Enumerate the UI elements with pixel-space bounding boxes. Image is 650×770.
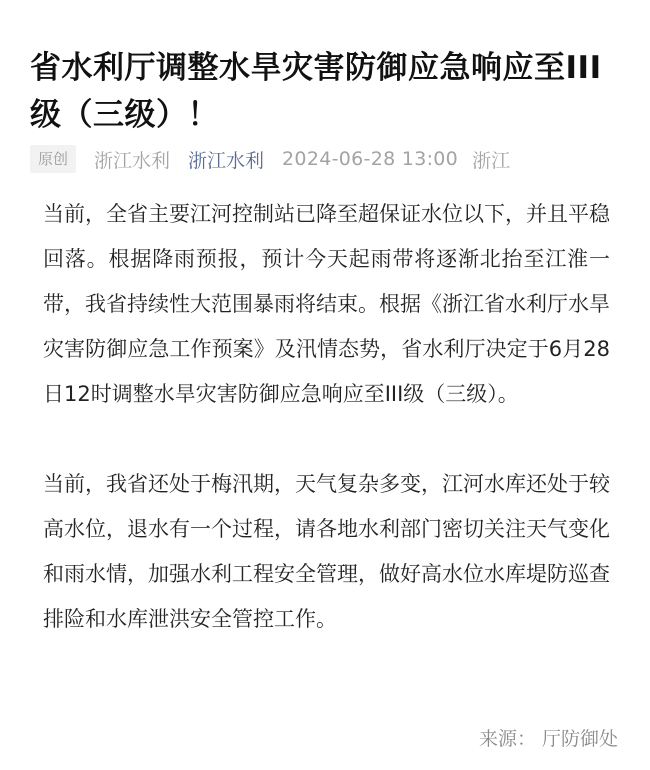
article-source: 来源： 厅防御处	[478, 728, 618, 750]
account-link[interactable]: 浙江水利	[188, 149, 265, 172]
article-body	[43, 192, 610, 642]
article-meta	[30, 142, 510, 176]
author-name: 浙江水利	[94, 149, 171, 172]
publish-datetime: 2024-06-28 13:00	[282, 148, 459, 170]
paragraph: 当前，我省还处于梅汛期，天气复杂多变，江河水库还处于较高水位，退水有一个过程，请各地水利部门密切关注天气变化和雨水情，加强水利工程安全管理，做好高水位水库堤防巡查排险和水库泄洪安全管控工作。	[43, 472, 610, 631]
original-tag: 原创	[30, 145, 76, 173]
article-title: 省水利厅调整水旱灾害防御应急响应至III级（三级）！	[30, 49, 602, 133]
publish-location: 浙江	[472, 149, 511, 172]
paragraph: 当前，全省主要江河控制站已降至超保证水位以下，并且平稳回落。根据降雨预报，预计今天起雨带将逐渐北抬至江淮一带，我省持续性大范围暴雨将结束。根据《浙江省水利厅水旱灾害防御应急工作预案》及汛情态势，省水利厅决定于6月28日12时调整水旱灾害防御应急响应至III级（三级）。	[43, 202, 610, 406]
